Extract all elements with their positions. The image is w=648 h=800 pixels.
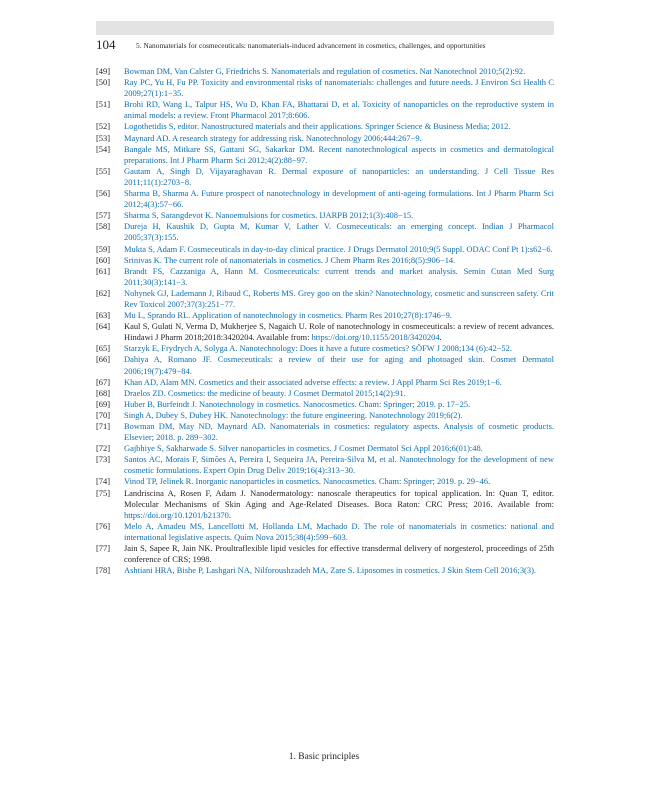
reference-entry[interactable] [96, 77, 554, 99]
reference-number: [49] [96, 66, 111, 76]
reference-number: [72] [96, 443, 111, 454]
reference-number: [53] [96, 132, 111, 143]
reference-text[interactable]: Khan AD, Alam MN. Cosmetics and their associated adverse effects: a review. J Appl Pharm Sci Res 2019;1−6. [124, 376, 502, 387]
reference-text: Kaul S, Gulati N, Verma D, Mukherjee S, Nagaich U. Role of nanotechnology in cosmeceuticals: a review of recent advances. Hindawi J Pharm 2018;2018:3420204. Available from: [124, 321, 554, 343]
reference-number: [64] [96, 321, 111, 332]
reference-number: [78] [96, 565, 111, 576]
reference-number: [68] [96, 387, 111, 398]
reference-number: [77] [96, 543, 111, 554]
reference-text[interactable]: Dahiya A, Romano JF. Cosmeceuticals: a review of their use for aging and photoaged skin. Cosmet Dermatol 2006;19(7):479−84. [124, 354, 554, 376]
reference-number: [52] [96, 121, 111, 132]
reference-number: [61] [96, 265, 111, 276]
reference-number: [50] [96, 77, 111, 88]
reference-text[interactable]: Melo A, Amadeu MS, Lancellotti M, Hollanda LM, Machado D. The role of nanomaterials in cosmetics: national and international legislative aspects. Quím Nova 2015;38(4):599−603. [124, 520, 554, 542]
reference-text[interactable]: Logothetidis S, editor. Nanostructured materials and their applications. Springer Science & Business Media; 2012. [124, 121, 511, 132]
doi-link[interactable]: https://doi.org/10.1201/b21370 [124, 509, 229, 520]
page-number: 104 [96, 37, 116, 52]
reference-entry[interactable] [96, 288, 554, 310]
reference-entry[interactable] [96, 133, 554, 144]
reference-text[interactable]: Starzyk E, Frydrych A, Solyga A. Nanotechnology: Does it have a future cosmetics? SÖFW J 2008;134 (6):42−52. [124, 343, 512, 354]
reference-entry[interactable] [96, 66, 554, 77]
reference-number: [55] [96, 165, 111, 176]
reference-entry[interactable] [96, 144, 554, 166]
reference-number: [73] [96, 454, 111, 465]
reference-list [96, 66, 554, 576]
reference-text[interactable]: Bowman DM, May ND, Maynard AD. Nanomaterials in cosmetics: regulatory aspects. Analysis of cosmetic products. Elsevier; 2018. p. 289−302. [124, 421, 554, 443]
reference-entry[interactable] [96, 244, 554, 255]
reference-text[interactable]: Draelos ZD. Cosmetics: the medicine of beauty. J Cosmet Dermatol 2015;14(2):91. [124, 387, 406, 398]
reference-entry [96, 321, 554, 343]
reference-terminal-punctuation: . [439, 332, 442, 343]
reference-entry[interactable] [96, 310, 554, 321]
reference-entry [96, 543, 554, 565]
reference-text[interactable]: Ray PC, Yu H, Fu PP. Toxicity and environmental risks of nanomaterials: challenges and future needs. J Environ Sci Health C 2009;27(1):1−35. [124, 77, 554, 99]
reference-entry[interactable] [96, 421, 554, 443]
reference-number: [66] [96, 354, 111, 365]
reference-entry[interactable] [96, 476, 554, 487]
reference-terminal-punctuation: . [228, 509, 231, 520]
reference-number: [57] [96, 210, 111, 221]
reference-text[interactable]: Mukta S, Adam F. Cosmeceuticals in day-to-day clinical practice. J Drugs Dermatol 2010;9(5 Suppl. ODAC Conf Pt 1):s62−6. [124, 243, 553, 254]
reference-entry[interactable] [96, 410, 554, 421]
reference-text[interactable]: Sharma B, Sharma A. Future prospect of nanotechnology in development of anti-ageing formulations. Int J Pharm Pharm Sci 2012;4(3):57−66. [124, 188, 554, 210]
running-head: 5. Nanomaterials for cosmeceuticals: nanomaterials-induced advancement in cosmetics, challenges, and opportunities [136, 41, 486, 50]
reference-entry[interactable] [96, 210, 554, 221]
reference-text[interactable]: Gautam A, Singh D, Vijayaraghavan R. Dermal exposure of nanoparticles: an understanding. J Cell Tissue Res 2011;11(1):2703−8. [124, 165, 554, 187]
reference-text[interactable]: Ashtiani HRA, Bishe P, Lashgari NA, Nilforoushzadeh MA, Zare S. Liposomes in cosmetics. J Skin Stem Cell 2016;3(3). [124, 565, 536, 576]
reference-entry[interactable] [96, 454, 554, 476]
reference-text[interactable]: Sharma S, Sarangdevot K. Nanoemulsions for cosmetics. IJARPB 2012;1(3):408−15. [124, 210, 414, 221]
reference-entry[interactable] [96, 99, 554, 121]
reference-text[interactable]: Gajbhiye S, Sakharwade S. Silver nanoparticles in cosmetics. J Cosmet Dermatol Sci Appl 2016;6(01):48. [124, 443, 483, 454]
reference-text[interactable]: Brohi RD, Wang L, Talpur HS, Wu D, Khan FA, Bhattarai D, et al. Toxicity of nanoparticles on the reproductive system in animal models: a review. Front Pharmacol 2017;8:606. [124, 99, 554, 121]
reference-entry[interactable] [96, 255, 554, 266]
reference-text[interactable]: Singh A, Dubey S, Dubey HK. Nanotechnology: the future engineering. Nanotechnology 2019;6(2). [124, 409, 463, 420]
reference-entry[interactable] [96, 266, 554, 288]
section-footer: 1. Basic principles [288, 752, 360, 762]
reference-text: Landriscina A, Rosen F, Adam J. Nanodermatology: nanoscale therapeutics for topical application. In: Quan T, editor. Molecular Mechanisms of Skin Aging and Age-Related Diseases. Boca Raton: CRC Press; 2016. Available from: [124, 487, 554, 509]
doi-link[interactable]: https://doi.org/10.1155/2018/3420204 [311, 332, 440, 343]
reference-number: [75] [96, 487, 111, 498]
reference-text[interactable]: Srinivas K. The current role of nanomaterials in cosmetics. J Chem Pharm Res 2016;8(5):906−14. [124, 254, 456, 265]
reference-entry[interactable] [96, 166, 554, 188]
reference-entry[interactable] [96, 188, 554, 210]
reference-number: [70] [96, 409, 111, 420]
reference-text[interactable]: Brandt FS, Cazzaniga A, Hann M. Cosmeceuticals: current trends and market analysis. Semin Cutan Med Surg 2011;30(3):141−3. [124, 265, 554, 287]
reference-number: [63] [96, 310, 111, 321]
reference-entry[interactable] [96, 443, 554, 454]
reference-text[interactable]: Santos AC, Morais F, Simões A, Pereira I, Sequeira JA, Pereira-Silva M, et al. Nanotechnology for the development of new cosmetic formulations. Expert Opin Drug Deliv 2019;16(4):313−30. [124, 454, 554, 476]
page-header [96, 38, 554, 52]
reference-number: [76] [96, 520, 111, 531]
reference-entry[interactable] [96, 521, 554, 543]
reference-entry [96, 488, 554, 521]
header-bar [96, 21, 554, 35]
reference-text[interactable]: Bangale MS, Mitkare SS, Gattani SG, Sakarkar DM. Recent nanotechnological aspects in cosmetics and dermatological preparations. Int J Pharm Pharm Sci 2012;4(2):88−97. [124, 143, 554, 165]
reference-number: [71] [96, 421, 111, 431]
reference-number: [65] [96, 343, 111, 354]
reference-entry[interactable] [96, 565, 554, 576]
reference-text[interactable]: Maynard AD. A research strategy for addressing risk. Nanotechnology 2006;444:267−9. [124, 132, 422, 143]
reference-text[interactable]: Mu L, Sprando RL. Application of nanotechnology in cosmetics. Pharm Res 2010;27(8):1746−9. [124, 310, 452, 321]
reference-text[interactable]: Dureja H, Kaushik D, Gupta M, Kumar V, Lather V. Cosmeceuticals: an emerging concept. Indian J Pharmacol 2005;37(3):155. [124, 221, 554, 243]
reference-number: [69] [96, 398, 111, 409]
reference-text[interactable]: Nohynek GJ, Lademann J, Ribaud C, Roberts MS. Grey goo on the skin? Nanotechnology, cosmetic and sunscreen safety. Crit Rev Toxicol 2007;37(3):251−77. [124, 287, 554, 309]
reference-number: [67] [96, 376, 111, 387]
reference-number: [56] [96, 188, 111, 199]
reference-number: [62] [96, 287, 111, 298]
reference-number: [51] [96, 99, 111, 110]
reference-entry[interactable] [96, 399, 554, 410]
reference-entry[interactable] [96, 354, 554, 376]
reference-number: [58] [96, 221, 111, 232]
reference-entry[interactable] [96, 377, 554, 388]
reference-entry[interactable] [96, 121, 554, 132]
reference-number: [60] [96, 254, 111, 265]
reference-entry[interactable] [96, 221, 554, 243]
reference-number: [59] [96, 243, 111, 254]
reference-entry[interactable] [96, 388, 554, 399]
reference-text[interactable]: Bowman DM, Van Calster G, Friedrichs S. Nanomaterials and regulation of cosmetics. Nat Nanotechnol 2010;5(2):92. [124, 66, 526, 76]
reference-text[interactable]: Vinod TP, Jelinek R. Inorganic nanoparticles in cosmetics. Nanocosmetics. Cham: Springer; 2019. p. 29−46. [124, 476, 491, 487]
reference-number: [54] [96, 143, 111, 154]
reference-text[interactable]: Huber B, Burfeindt J. Nanotechnology in cosmetics. Nanocosmetics. Cham: Springer; 2019. p. 17−25. [124, 398, 471, 409]
reference-entry[interactable] [96, 343, 554, 354]
reference-number: [74] [96, 476, 111, 487]
reference-text: Jain S, Sapee R, Jain NK. Proultraflexible lipid vesicles for effective transdermal delivery of norgesterol, proceedings of 25th conference of CRS; 1998. [124, 543, 554, 565]
